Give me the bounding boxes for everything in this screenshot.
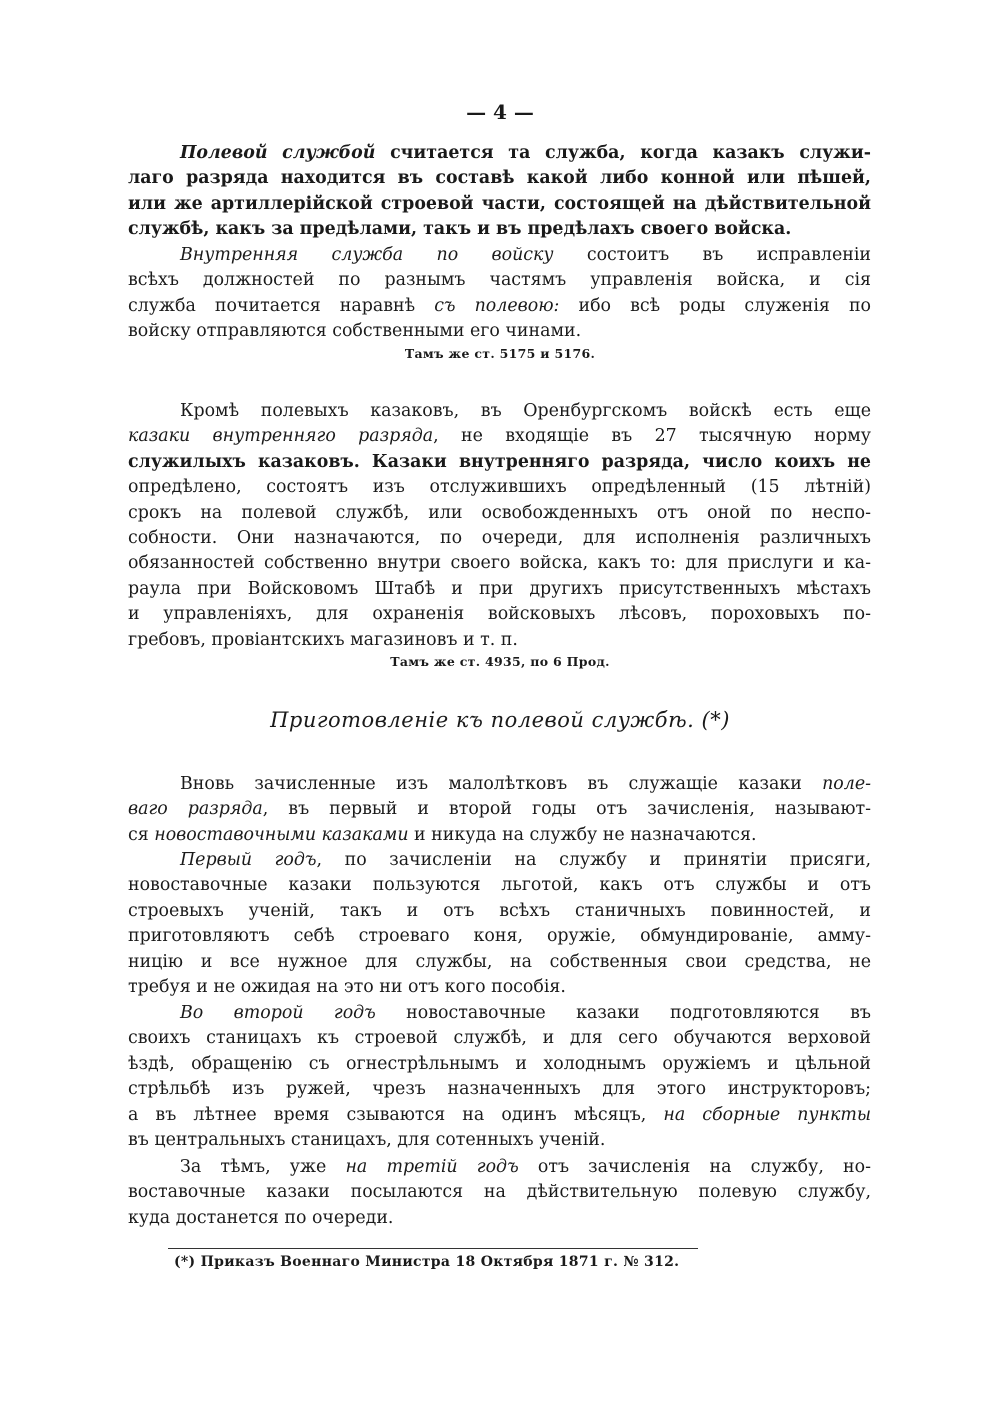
body-text: стрѣльбѣ изъ ружей, чрезъ назначенныхъ для этого инструкторовъ;: [128, 1079, 871, 1100]
footnote-divider: [168, 1248, 698, 1249]
body-text: всѣхъ должностей по разнымъ частямъ управленія войска, и сія: [128, 270, 871, 291]
emphasis-text: ваго разряда: [128, 799, 263, 820]
emphasis-text: новоставочными казаками: [154, 824, 409, 845]
text-line: [128, 628, 871, 653]
body-text: срокъ на полевой службѣ, или освобожденныхъ отъ оной по неспо-: [128, 502, 871, 523]
paragraph-internal-rank-cossacks: [128, 399, 871, 653]
body-text: ѣздѣ, обращенію съ огнестрѣльнымъ и холоднымъ оружіемъ и цѣльной: [128, 1053, 871, 1074]
text-line: [128, 475, 871, 500]
paragraph-third-year: [128, 1155, 871, 1231]
footnote: (*) Приказъ Военнаго Министра 18 Октября 1871 г. № 312.: [174, 1254, 680, 1270]
paragraph-first-year: [128, 848, 871, 1000]
text-line: [128, 1180, 871, 1205]
body-text: Кромѣ полевыхъ казаковъ, въ Оренбургскомъ войскѣ есть еще: [180, 401, 871, 421]
text-line: [128, 577, 871, 602]
body-text: войску отправляются собственными его чинами.: [128, 321, 582, 342]
text-line: [128, 1103, 871, 1128]
body-text: обязанностей собственно внутри своего войска, какъ то: для прислуги и ка-: [128, 553, 871, 574]
text-line: [128, 217, 871, 242]
text-line: [128, 1001, 871, 1026]
body-text: строевыхъ ученій, такъ и отъ всѣхъ станичныхъ повинностей, и: [128, 900, 871, 921]
body-text: собности. Они назначаются, по очереди, для исполненія различныхъ: [128, 528, 871, 549]
body-text: своихъ станицахъ къ строевой службѣ, и для сего обучаются верховой: [128, 1028, 871, 1049]
body-text: , по зачисленіи на службу и принятіи присяги,: [316, 850, 871, 870]
text-line: [128, 424, 871, 449]
body-text: гребовъ, провіантскихъ магазиновъ и т. п.: [128, 629, 518, 650]
text-line: [128, 873, 871, 898]
body-text: , въ первый и второй годы отъ зачисленія, называют-: [262, 799, 871, 820]
text-line: [128, 294, 871, 319]
paragraph-internal-service: [128, 243, 871, 345]
body-text: раула при Войсковомъ Штабѣ и при другихъ присутственныхъ мѣстахъ: [128, 578, 871, 599]
text-line: [128, 899, 871, 924]
text-line: [128, 1052, 871, 1077]
text-line: [128, 501, 871, 526]
text-line: [128, 268, 871, 293]
body-text: куда достанется по очереди.: [128, 1207, 394, 1228]
paragraph-second-year: [128, 1001, 871, 1153]
emphasis-text: поле-: [822, 774, 871, 794]
body-text: ницію и все нужное для службы, на собственныя свои средства, не: [128, 951, 871, 972]
body-text: служба почитается наравнѣ: [128, 295, 435, 316]
text-line: [128, 975, 871, 1000]
text-line: [128, 192, 871, 217]
body-text: ибо всѣ роды служенія по: [559, 295, 872, 316]
emphasis-text: съ полевою:: [434, 295, 560, 316]
body-text: и никуда на службу не назначаются.: [408, 824, 757, 845]
text-line: [128, 1206, 871, 1231]
body-text: За тѣмъ, уже: [180, 1157, 346, 1177]
text-line: [128, 243, 871, 268]
body-text: служилыхъ казаковъ. Казаки внутренняго разряда, число коихъ не: [128, 451, 871, 472]
body-text: новоставочные казаки пользуются льготой, какъ отъ службы и отъ: [128, 875, 871, 896]
page-number: — 4 —: [466, 100, 534, 124]
body-text: новоставочные казаки подготовляются въ: [375, 1003, 871, 1023]
text-line: [128, 1077, 871, 1102]
text-line: [128, 772, 871, 797]
body-text: или же артиллерійской строевой части, состоящей на дѣйствительной: [128, 193, 871, 214]
body-text: требуя и не ожидая на это ни отъ кого пособія.: [128, 977, 566, 998]
reference-note-2: Тамъ же ст. 4935, по 6 Прод.: [390, 654, 610, 669]
body-text: службѣ, какъ за предѣлами, такъ и въ предѣлахъ своего войска.: [128, 219, 792, 240]
text-line: [128, 1026, 871, 1051]
body-text: воставочные казаки посылаются на дѣйствительную полевую службу,: [128, 1182, 871, 1203]
text-line: [128, 823, 871, 848]
text-line: [128, 602, 871, 627]
text-line: [128, 319, 871, 344]
body-text: состоитъ въ исправленіи: [553, 245, 871, 265]
paragraph-field-service: [128, 141, 871, 243]
text-line: [128, 848, 871, 873]
emphasis-text: казаки внутренняго разряда: [128, 426, 434, 447]
text-line: [128, 797, 871, 822]
emphasis-text: Первый годъ: [180, 850, 317, 870]
body-text: приготовляютъ себѣ строеваго коня, оружіе, обмундированіе, амму-: [128, 926, 871, 947]
text-line: [128, 450, 871, 475]
body-text: и управленіяхъ, для охраненія войсковыхъ лѣсовъ, пороховыхъ по-: [128, 604, 871, 625]
text-line: [128, 526, 871, 551]
body-text: ся: [128, 824, 155, 845]
body-text: , не входящіе въ 27 тысячную норму: [433, 426, 871, 447]
emphasis-text: Полевой службой: [180, 143, 376, 163]
body-text: въ центральныхъ станицахъ, для сотенныхъ ученій.: [128, 1130, 606, 1151]
text-line: [128, 399, 871, 424]
text-line: [128, 1128, 871, 1153]
section-heading: Приготовленіе къ полевой службѣ. (*): [270, 708, 730, 732]
body-text: опредѣлено, состоятъ изъ отслужившихъ опредѣленный (15 лѣтній): [128, 477, 871, 498]
emphasis-text: на сборные пункты: [663, 1104, 871, 1125]
emphasis-text: на третій годъ: [345, 1157, 519, 1177]
emphasis-text: Во второй годъ: [180, 1003, 376, 1023]
body-text: Вновь зачисленные изъ малолѣтковъ въ служащіе казаки: [180, 774, 823, 794]
emphasis-text: Внутренняя служба по войску: [180, 245, 554, 265]
body-text: лаго разряда находится въ составѣ какой либо конной или пѣшей,: [128, 168, 871, 189]
text-line: [128, 166, 871, 191]
body-text: считается та служба, когда казакъ служи-: [375, 143, 871, 163]
text-line: [128, 950, 871, 975]
text-line: [128, 141, 871, 166]
text-line: [128, 551, 871, 576]
body-text: а въ лѣтнее время сзываются на одинъ мѣсяцъ,: [128, 1104, 664, 1125]
text-line: [128, 1155, 871, 1180]
text-line: [128, 924, 871, 949]
paragraph-new-recruits: [128, 772, 871, 848]
body-text: отъ зачисленія на службу, но-: [518, 1157, 871, 1177]
reference-note-1: Тамъ же ст. 5175 и 5176.: [404, 346, 596, 361]
